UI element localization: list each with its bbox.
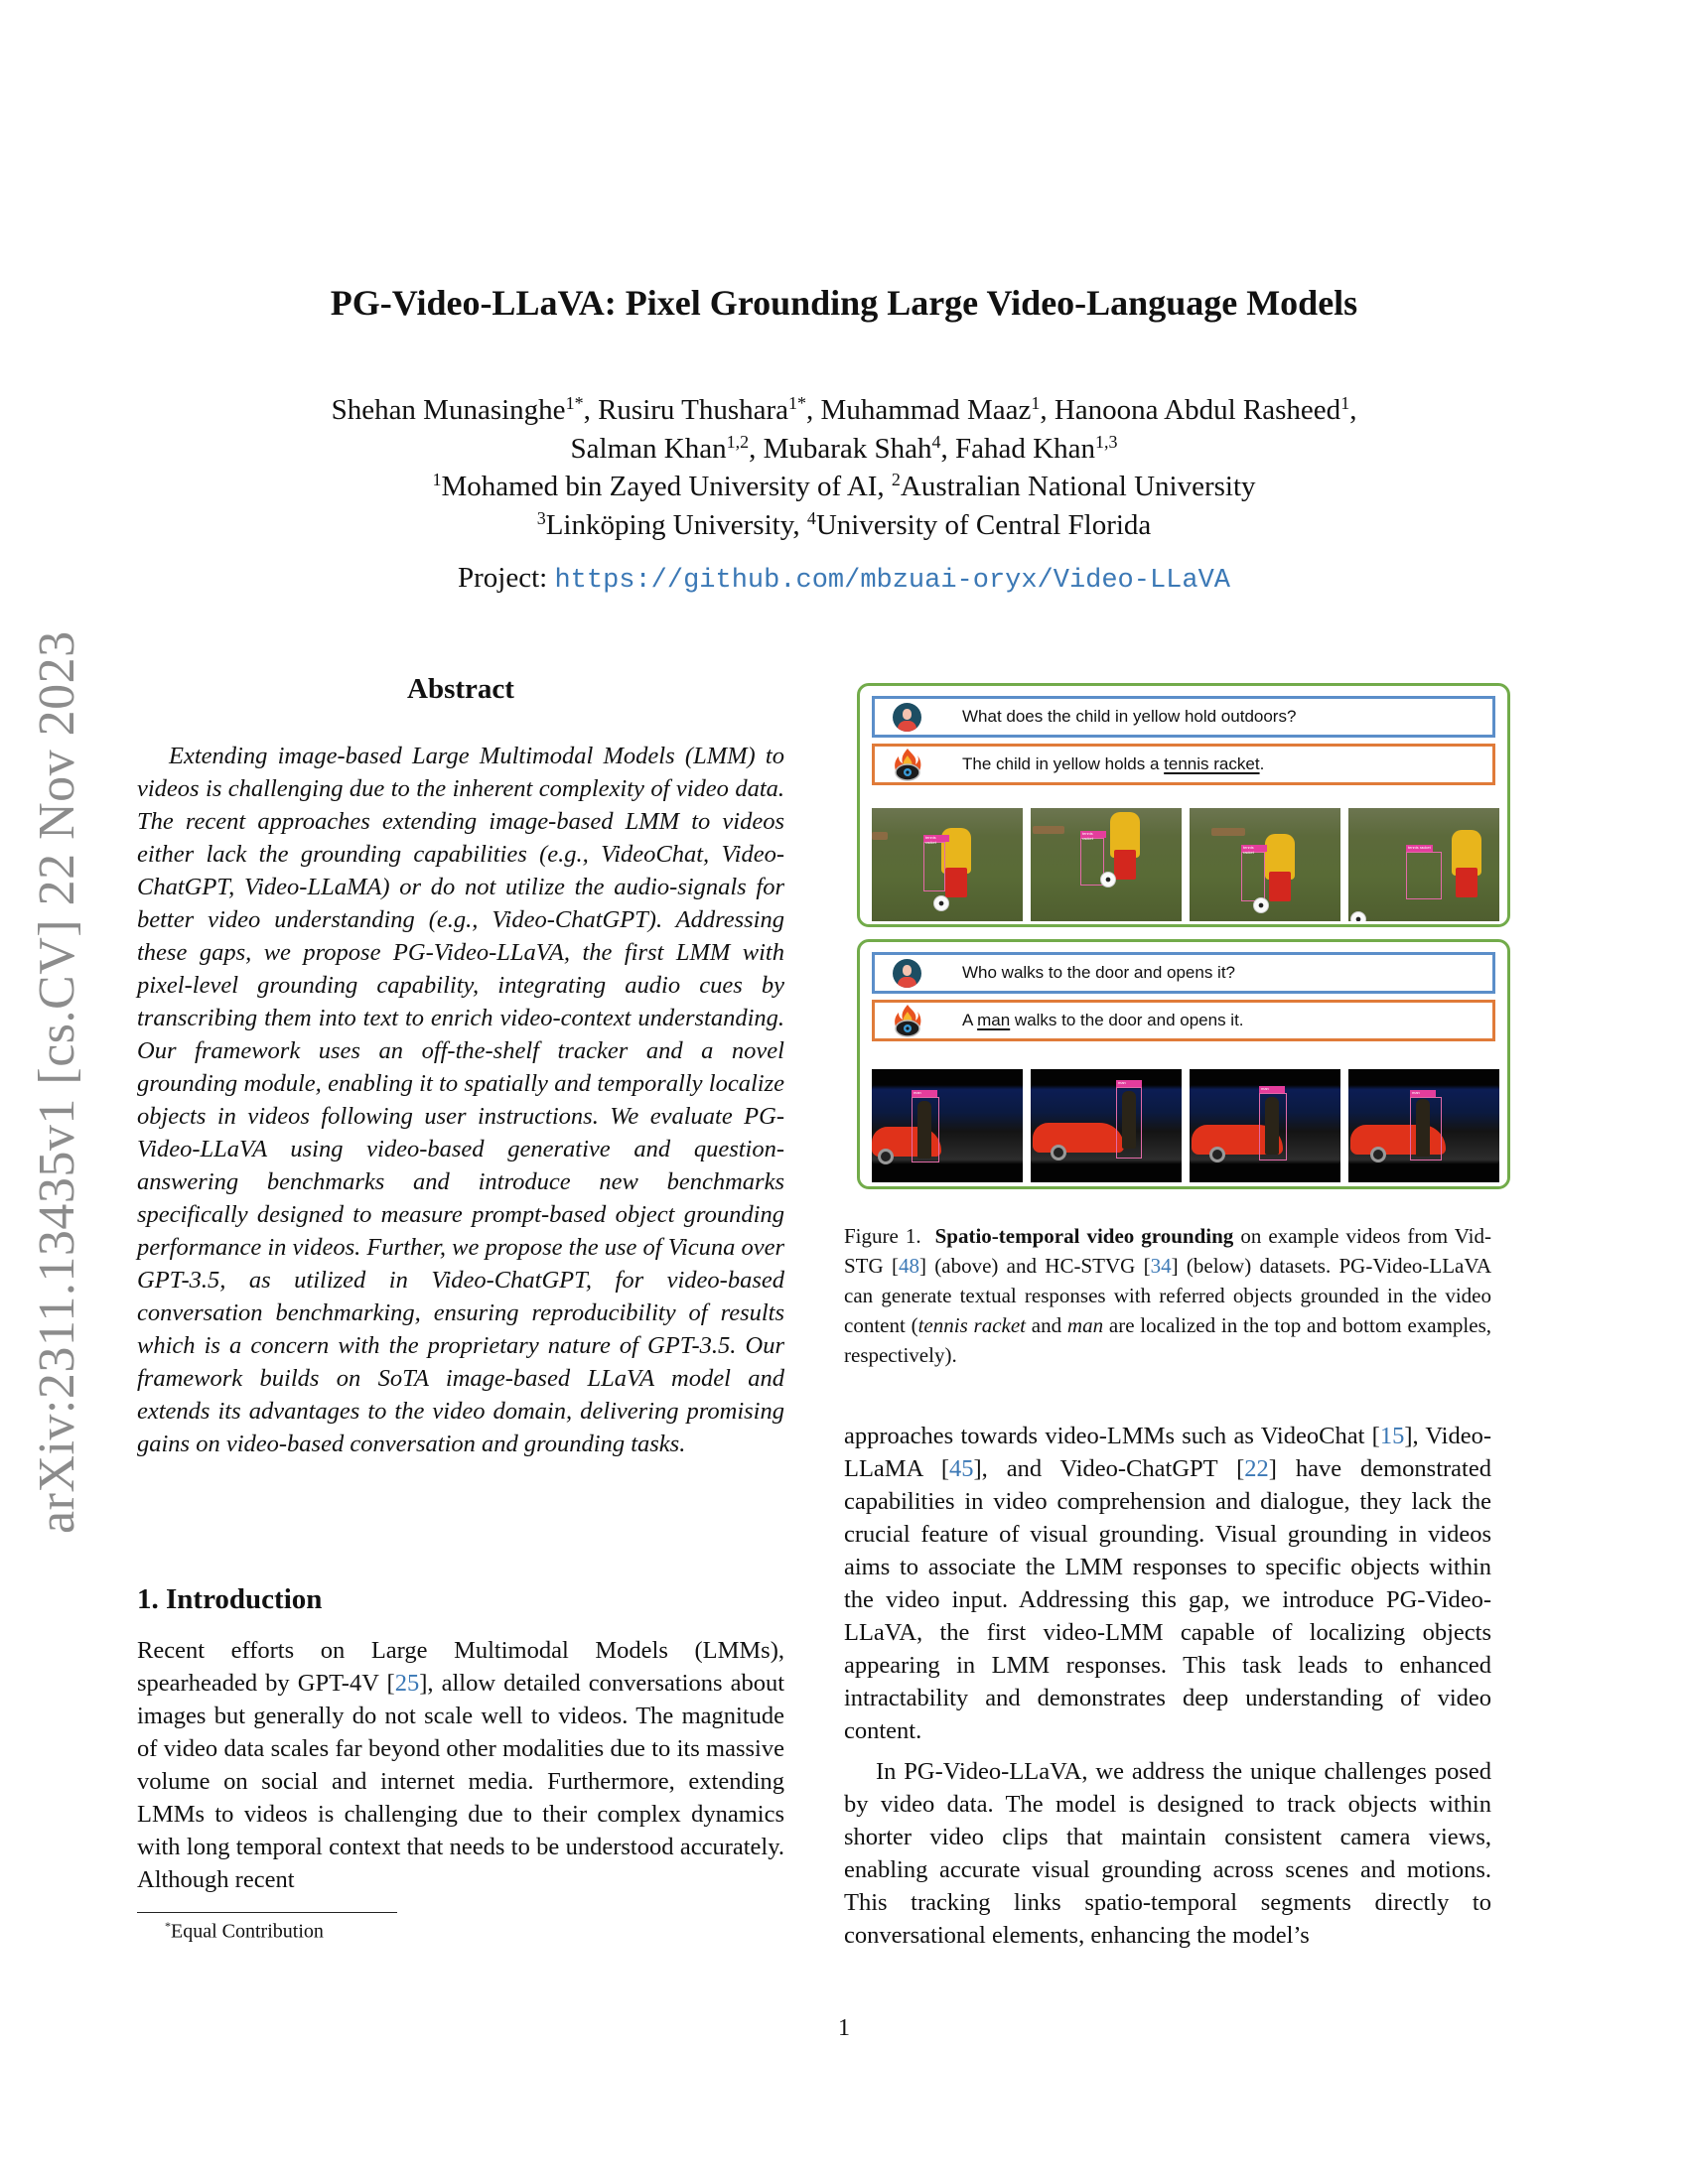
affiliation: Australian National University (900, 471, 1256, 502)
bounding-box: tennis racket (923, 842, 945, 891)
bounding-box: man (912, 1097, 939, 1162)
author: Salman Khan (570, 432, 727, 465)
author-block (0, 391, 1688, 544)
affiliations-line-2: $^3$Linköping University, $^4$University of Central Florida (536, 507, 1152, 541)
grounded-phrase: tennis racket (1164, 754, 1260, 773)
author: Muhammad Maaz (820, 394, 1032, 426)
video-frame (1190, 1069, 1340, 1182)
video-frames-bottom (872, 1069, 1499, 1182)
video-frame (1190, 808, 1340, 921)
citation-link[interactable]: 48 (898, 1254, 919, 1278)
author: Shehan Munasinghe (331, 394, 566, 426)
video-frame (1031, 1069, 1182, 1182)
bounding-box: tennis racket (1406, 852, 1442, 899)
answer-text: The child in yellow holds a tennis racket. (962, 754, 1265, 773)
project-label: Project: (458, 562, 548, 594)
question-text: Who walks to the door and opens it? (962, 963, 1235, 982)
answer-row (872, 1000, 1495, 1041)
author: Fahad Khan (955, 432, 1095, 465)
video-frame (872, 1069, 1023, 1182)
footnote: *Equal Contribution (165, 1919, 324, 1943)
video-frame (872, 808, 1023, 921)
question-text: What does the child in yellow hold outdoors? (962, 707, 1297, 726)
citation-link[interactable]: 45 (949, 1455, 974, 1482)
abstract-heading: Abstract (407, 673, 514, 705)
figure-panel-top (857, 683, 1510, 927)
question-row (872, 952, 1495, 994)
page-number: 1 (838, 2015, 850, 2041)
author: Hanoona Abdul Rasheed (1054, 394, 1341, 426)
introduction-paragraph: In PG-Video-LLaVA, we address the unique challenges posed by video data. The model is designed to track objects within shorter video clips that maintain consistent camera views, enabling accurate visual grounding across scenes and motions. This tracking links spatio-temporal segments directly to conversational elements, enhancing the model’s (844, 1758, 1491, 1949)
authors-line-2: Salman Khan$^{1,2}$, Mubarak Shah$^4$, Fahad Khan$^{1,3}$ (570, 431, 1118, 465)
answer-text: A man walks to the door and opens it. (962, 1011, 1244, 1029)
user-avatar-icon (893, 703, 921, 732)
video-frames-top (872, 808, 1499, 921)
bounding-box: tennis racket (1241, 852, 1265, 901)
bounding-box: man (1259, 1093, 1287, 1160)
figure-panel-bottom (857, 939, 1510, 1189)
model-logo-icon (894, 1004, 921, 1037)
author: Rusiru Thushara (598, 394, 789, 426)
grounded-phrase: man (977, 1011, 1011, 1029)
answer-row (872, 744, 1495, 785)
project-link[interactable]: https://github.com/mbzuai-oryx/Video-LLaVA (554, 566, 1230, 596)
citation-link[interactable]: 25 (394, 1670, 420, 1697)
affiliation: University of Central Florida (815, 508, 1152, 541)
introduction-continued (844, 1420, 1491, 1952)
bounding-box: man (1116, 1087, 1142, 1159)
bounding-box: man (1410, 1097, 1442, 1160)
project-line (0, 562, 1688, 596)
author: Mubarak Shah (763, 432, 932, 465)
question-row (872, 696, 1495, 738)
abstract-text: Extending image-based Large Multimodal Models (LMM) to videos is challenging due to the inherent complexity of video data. The recent approaches extending image-based LMM to videos either lack the grounding capabilities (e.g., VideoChat, Video-ChatGPT, Video-LLaMA) or do not utilize the audio-signals for better video understanding (e.g., Video-ChatGPT). Addressing these gaps, we propose PG-Video-LLaVA, the first LMM with pixel-level grounding capability, integrating audio cues by transcribing them into text to enrich video-context understanding. Our framework uses an off-the-shelf tracker and a novel grounding module, enabling it to spatially and temporally localize objects in videos following user instructions. We evaluate PG-Video-LLaVA using video-based generative and question-answering benchmarks and introduce new benchmarks specifically designed to measure prompt-based object grounding performance in videos. Further, we propose the use of Vicuna over GPT-3.5, as utilized in Video-ChatGPT, for video-based conversation benchmarking, ensuring reproducibility of results which is a concern with the proprietary nature of GPT-3.5. Our framework builds on SoTA image-based LLaVA model and extends its advantages to the video domain, delivering promising gains on video-based conversation and grounding tasks. (137, 743, 784, 1457)
citation-link[interactable]: 34 (1150, 1254, 1172, 1278)
affiliation: Linköping University (545, 508, 793, 541)
citation-link[interactable]: 22 (1244, 1455, 1269, 1482)
figure-caption: Figure 1. Spatio-temporal video grounding on example videos from Vid-STG [48] (above) and HC-STVG [34] (below) datasets. PG-Video-LLaVA can generate textual responses with referred objects grounded in the video content (tennis racket and man are localized in the top and bottom examples, respectively). (844, 1224, 1492, 1367)
introduction-paragraph: Recent efforts on Large Multimodal Models (LMMs), spearheaded by GPT-4V [25], allow detailed conversations about images but generally do not scale well to videos. The magnitude of video data scales far beyond other modalities due to its massive volume on social and internet media. Furthermore, extending LMMs to videos is challenging due to their complex dynamics with long temporal context that needs to be understood accurately. Although recent (137, 1637, 785, 1893)
video-frame (1348, 1069, 1499, 1182)
video-frame (1348, 808, 1499, 921)
bounding-box: tennis racket (1080, 838, 1104, 886)
footnote-divider (137, 1912, 397, 1913)
affiliation: Mohamed bin Zayed University of AI (441, 471, 878, 502)
video-frame (1031, 808, 1182, 921)
affiliations-line-1: $^1$Mohamed bin Zayed University of AI, $^2$Australian National University (432, 470, 1256, 502)
introduction-paragraph: approaches towards video-LMMs such as VideoChat [15], Video-LLaMA [45], and Video-ChatGPT [22] have demonstrated capabilities in video comprehension and dialogue, they lack the crucial feature of visual grounding. Visual grounding in videos aims to associate the LMM responses to specific objects within the video input. Addressing this gap, we introduce PG-Video-LLaVA, the first video-LMM capable of localizing objects appearing in LMM responses. This task leads to enhanced intractability and demonstrates deep understanding of video content. (844, 1423, 1491, 1744)
user-avatar-icon (893, 959, 921, 988)
citation-link[interactable]: 15 (1379, 1423, 1405, 1449)
model-logo-icon (894, 748, 921, 781)
introduction-heading: 1. Introduction (137, 1583, 323, 1615)
arxiv-stamp: arXiv:2311.13435v1 [cs.CV] 22 Nov 2023 (29, 630, 85, 1534)
paper-title: PG-Video-LLaVA: Pixel Grounding Large Video-Language Models (330, 283, 1358, 323)
authors-line-1: Shehan Munasinghe$^{1*}$, Rusiru Thushara$^{1*}$, Muhammad Maaz$^1$, Hanoona Abdul Rasheed$^1$, (331, 393, 1357, 426)
